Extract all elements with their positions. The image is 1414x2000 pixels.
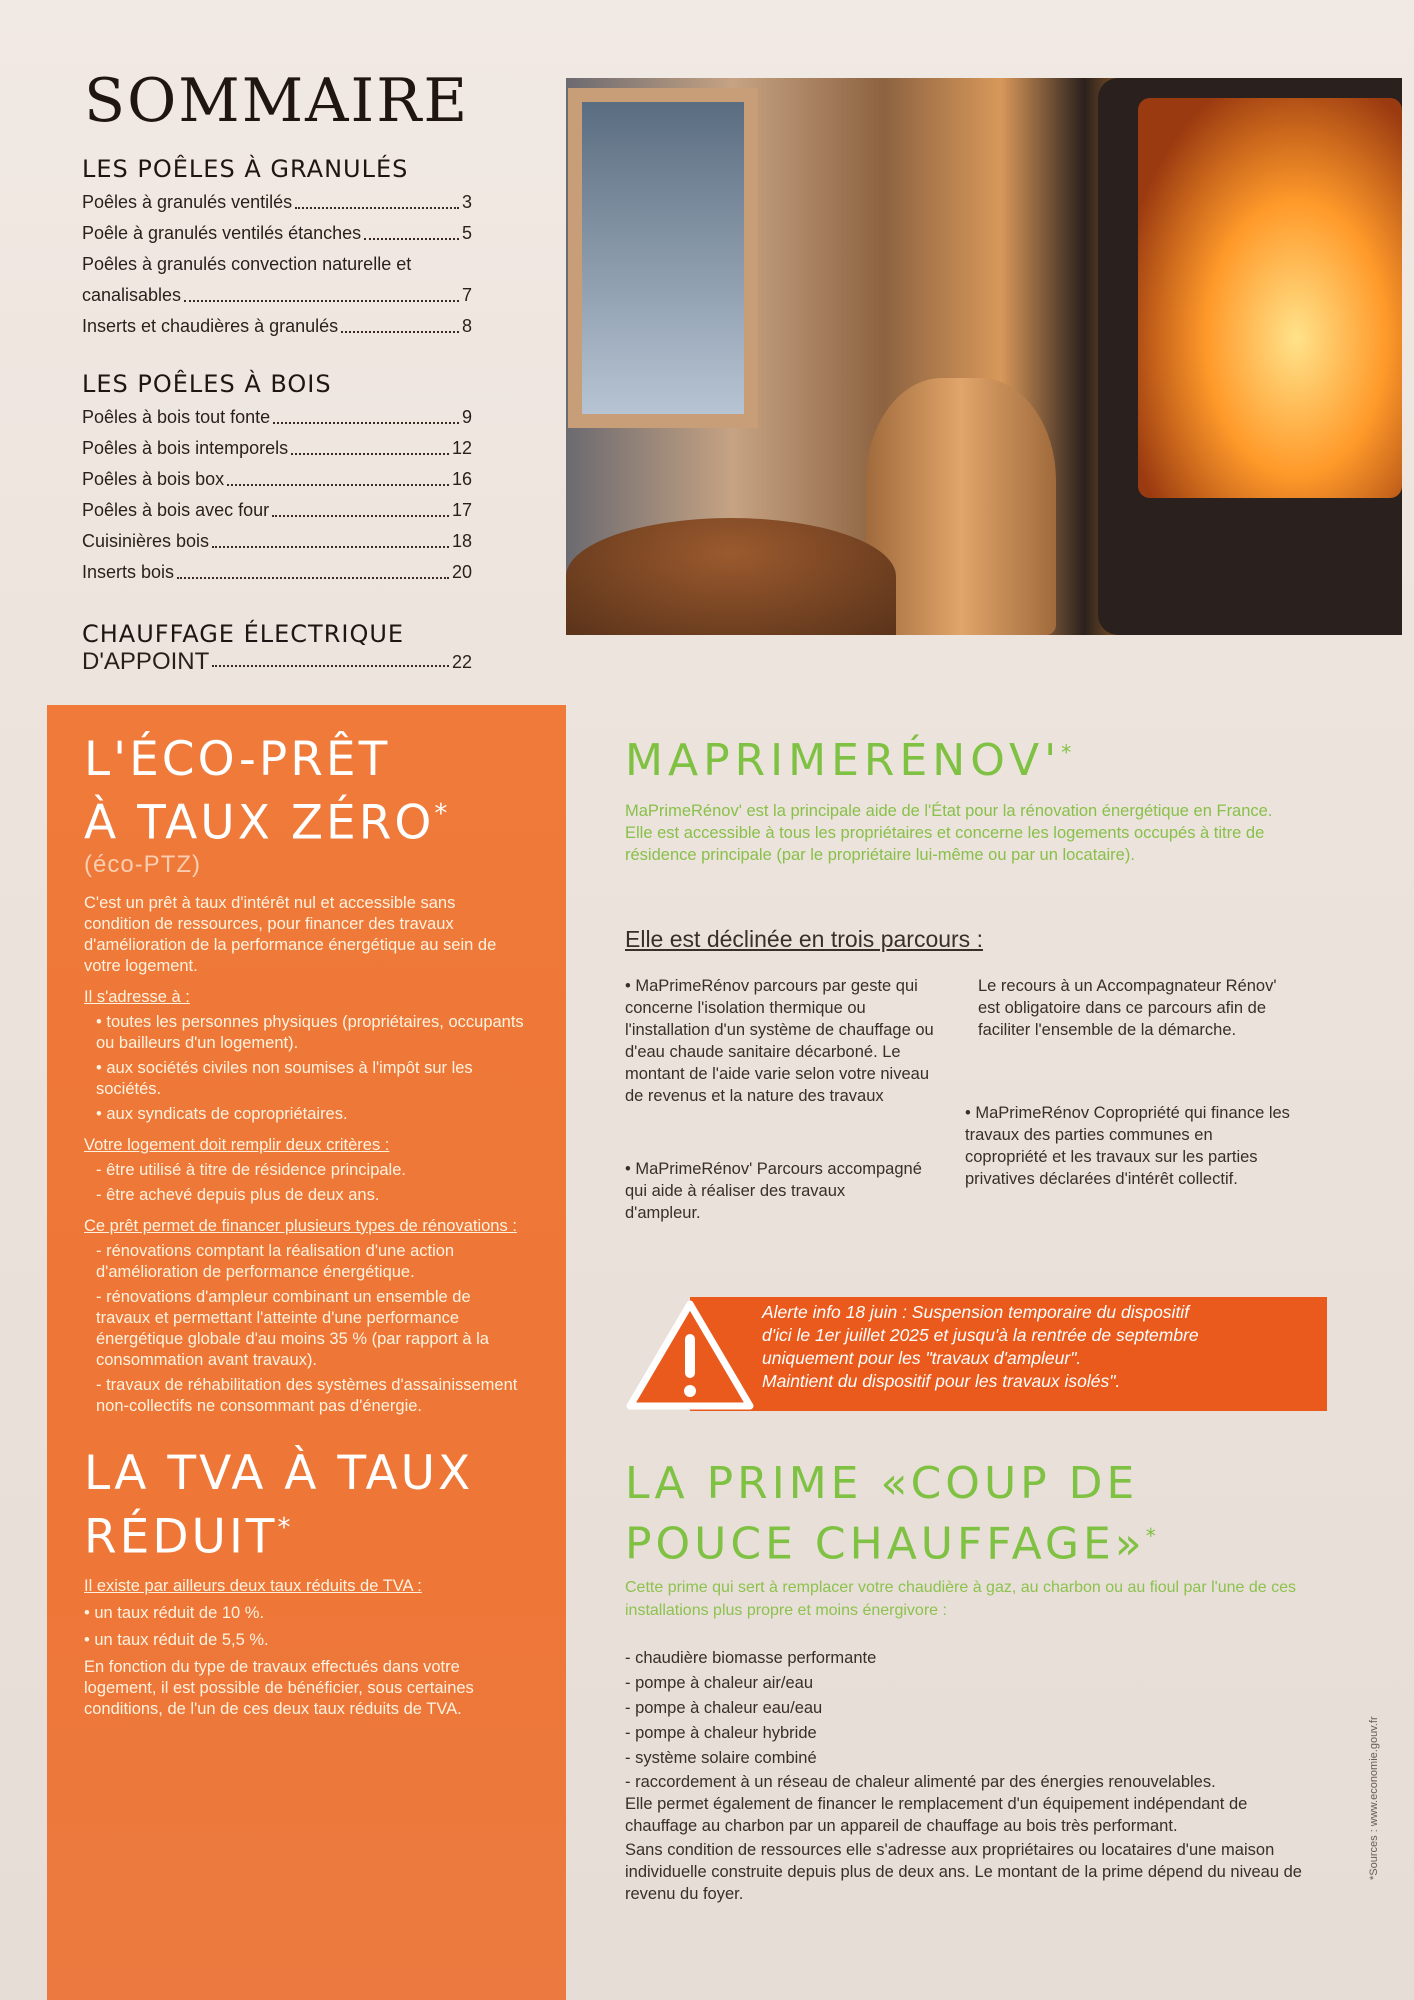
- toc-item[interactable]: [82, 249, 472, 280]
- list-item: • aux sociétés civiles non soumises à l'impôt sur les sociétés.: [96, 1058, 473, 1098]
- parcours-geste: • MaPrimeRénov parcours par geste qui concerne l'isolation thermique ou l'installation d'un système de chauffage ou d'eau chaude sanitaire décarboné. Le montant de l'aide varie selon votre niveau de revenus et la nature des travaux: [625, 977, 934, 1105]
- coup-de-pouce-intro: Cette prime qui sert à remplacer votre chaudière à gaz, au charbon ou au fioul par l'une de ces installations plus propre et moins énergivore :: [625, 1579, 1296, 1619]
- toc-label: Poêles à bois intemporels: [82, 438, 289, 458]
- alert-line: Maintient du dispositif pour les travaux isolés".: [762, 1371, 1121, 1391]
- toc-heading: D'APPOINT: [82, 648, 210, 675]
- toc-page: 12: [451, 438, 472, 458]
- toc-item[interactable]: [82, 311, 472, 342]
- maprimerenov-title: MAPRIMERÉNOV'*: [625, 735, 1077, 786]
- tva-body: En fonction du type de travaux effectués dans votre logement, il est possible de bénéficier, sous certaines conditions, de l'un de ces deux taux réduits de TVA.: [84, 1658, 474, 1719]
- paragraph: Sans condition de ressources elle s'adresse aux propriétaires ou locataires d'une maison individuelle construite depuis plus de deux ans. Le montant de la prime dépend du niveau de revenu du foyer.: [625, 1841, 1302, 1903]
- coup-de-pouce-title: LA PRIME «COUP DE POUCE CHAUFFAGE»*: [625, 1458, 1160, 1570]
- toc-page: 5: [461, 223, 472, 243]
- list-item: - pompe à chaleur eau/eau: [625, 1699, 823, 1717]
- toc-label: Poêles à bois box: [82, 469, 225, 489]
- toc-section-electrique[interactable]: [82, 620, 472, 676]
- toc-item[interactable]: [82, 402, 472, 433]
- toc-heading: LES POÊLES À GRANULÉS: [82, 155, 409, 183]
- toc-item[interactable]: [82, 464, 472, 495]
- toc-label: Cuisinières bois: [82, 531, 210, 551]
- toc-page: 18: [451, 531, 472, 551]
- toc-label: canalisables: [82, 285, 182, 305]
- list-item: - être utilisé à titre de résidence principale.: [96, 1160, 406, 1179]
- toc-page: 17: [451, 500, 472, 520]
- parcours-accompagne: • MaPrimeRénov' Parcours accompagné qui aide à réaliser des travaux d'ampleur.: [625, 1160, 922, 1222]
- list-item: • aux syndicats de copropriétaires.: [96, 1104, 348, 1123]
- eco-ptz-criteres-label: Votre logement doit remplir deux critères :: [84, 1135, 390, 1154]
- toc-heading: CHAUFFAGE ÉLECTRIQUE: [82, 620, 405, 648]
- toc-item[interactable]: [82, 280, 472, 311]
- eco-ptz-intro: C'est un prêt à taux d'intérêt nul et accessible sans condition de ressources, pour financer des travaux d'amélioration de la performance énergétique au sein de votre logement.: [84, 893, 497, 975]
- paragraph: Elle permet également de financer le remplacement d'un équipement indépendant de chauffage au charbon par un appareil de chauffage au bois très performant.: [625, 1795, 1248, 1835]
- toc-item[interactable]: [82, 526, 472, 557]
- parcours-accompagne-note: Le recours à un Accompagnateur Rénov' est obligatoire dans ce parcours afin de faciliter l'ensemble de la démarche.: [978, 977, 1277, 1039]
- toc-label: Poêles à granulés ventilés: [82, 192, 293, 212]
- toc-heading: LES POÊLES À BOIS: [82, 370, 332, 398]
- alert-line: uniquement pour les "travaux d'ampleur".: [762, 1348, 1082, 1368]
- sources-note: *Sources : www.economie.gouv.fr: [1368, 1716, 1380, 1880]
- toc-label: Inserts et chaudières à granulés: [82, 316, 339, 336]
- toc-section-granules: [82, 155, 472, 342]
- stove-photo: [566, 78, 1402, 635]
- eco-ptz-renov-label: Ce prêt permet de financer plusieurs types de rénovations :: [84, 1216, 517, 1235]
- toc-item[interactable]: [82, 495, 472, 526]
- toc-page: 9: [461, 407, 472, 427]
- toc-item[interactable]: [82, 187, 472, 218]
- alert-line: Alerte info 18 juin : Suspension temporaire du dispositif: [762, 1302, 1190, 1322]
- list-item: • un taux réduit de 5,5 %.: [84, 1631, 269, 1650]
- list-item: • un taux réduit de 10 %.: [84, 1604, 265, 1623]
- eco-ptz-adresse-label: Il s'adresse à :: [84, 987, 190, 1006]
- toc-label: Inserts bois: [82, 562, 175, 582]
- maprimerenov-intro: MaPrimeRénov' est la principale aide de l'État pour la rénovation énergétique en France. Elle est accessible à tous les propriétaires et concerne les logements occupés à titre de résidence principale (par le propriétaire lui-même ou par un locataire).: [625, 802, 1273, 864]
- eco-ptz-subtitle: (éco-PTZ): [84, 850, 201, 878]
- list-item: - rénovations d'ampleur combinant un ensemble de travaux et permettant l'atteinte d'une performance énergétique globale d'au moins 35 % (par rapport à la consommation avant travaux).: [96, 1287, 489, 1369]
- parcours-copropriete: • MaPrimeRénov Copropriété qui finance les travaux des parties communes en copropriété et les travaux sur les parties privatives déclarées d'intérêt collectif.: [965, 1104, 1290, 1188]
- alert-line: d'ici le 1er juillet 2025 et jusqu'à la rentrée de septembre: [762, 1325, 1199, 1345]
- toc-page: 7: [461, 285, 472, 305]
- eco-ptz-title: L'ÉCO-PRÊT À TAUX ZÉRO*: [84, 732, 451, 851]
- list-item: - système solaire combiné: [625, 1749, 817, 1767]
- toc-page: 3: [461, 192, 472, 212]
- toc-page: 16: [451, 469, 472, 489]
- tva-title: LA TVA À TAUX RÉDUIT*: [84, 1445, 474, 1565]
- list-item: - rénovations comptant la réalisation d'une action d'amélioration de performance énergétique.: [96, 1241, 455, 1281]
- list-item: - pompe à chaleur hybride: [625, 1724, 817, 1742]
- page-title: SOMMAIRE: [84, 66, 470, 136]
- toc-label: Poêles à granulés convection naturelle et: [82, 254, 412, 274]
- toc-page: 8: [461, 316, 472, 336]
- toc-page: 20: [451, 562, 472, 582]
- list-item: - raccordement à un réseau de chaleur alimenté par des énergies renouvelables.: [625, 1773, 1216, 1791]
- list-item: • toutes les personnes physiques (propriétaires, occupants ou bailleurs d'un logement).: [96, 1012, 524, 1052]
- list-item: - travaux de réhabilitation des systèmes d'assainissement non-collectifs ne consommant pas d'énergie.: [96, 1375, 518, 1415]
- alert-banner: [690, 1297, 1327, 1411]
- toc-label: Poêles à bois tout fonte: [82, 407, 271, 427]
- coup-de-pouce-body: [625, 1646, 1305, 1905]
- list-item: - être achevé depuis plus de deux ans.: [96, 1185, 380, 1204]
- toc-section-bois: [82, 370, 472, 588]
- list-item: - pompe à chaleur air/eau: [625, 1674, 814, 1692]
- list-item: - chaudière biomasse performante: [625, 1649, 877, 1667]
- warning-icon: [625, 1298, 755, 1413]
- toc-label: Poêles à bois avec four: [82, 500, 270, 520]
- toc-item[interactable]: [82, 433, 472, 464]
- toc-label: Poêle à granulés ventilés étanches: [82, 223, 362, 243]
- toc-page: 22: [451, 652, 472, 672]
- eco-ptz-panel: [47, 705, 566, 2000]
- toc-item[interactable]: [82, 218, 472, 249]
- maprimerenov-subheading: Elle est déclinée en trois parcours :: [625, 926, 983, 952]
- toc-item[interactable]: [82, 557, 472, 588]
- tva-label: Il existe par ailleurs deux taux réduits de TVA :: [84, 1577, 422, 1596]
